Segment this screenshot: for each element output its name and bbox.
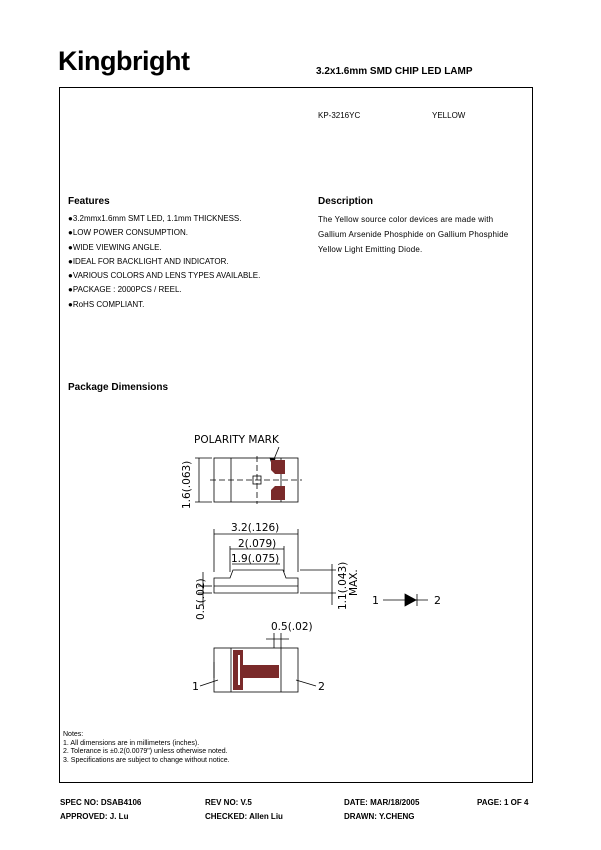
rev-no: REV NO: V.5 [205, 798, 252, 807]
feature-item: ●3.2mmx1.6mm SMT LED, 1.1mm THICKNESS. [68, 214, 242, 223]
checked-by: CHECKED: Allen Liu [205, 812, 283, 821]
date: DATE: MAR/18/2005 [344, 798, 420, 807]
dim-width-label: 1.6(.063) [181, 460, 193, 509]
feature-item: ●IDEAL FOR BACKLIGHT AND INDICATOR. [68, 256, 229, 266]
notes-heading: Notes: [63, 731, 84, 738]
notes [63, 731, 230, 765]
pin-1-label: 1 [192, 680, 199, 693]
polarity-mark [271, 460, 285, 474]
kingbright-logo: Kingbright [58, 46, 190, 76]
description-line: The Yellow source color devices are made with [318, 215, 494, 224]
approved-by: APPROVED: J. Lu [60, 812, 129, 821]
dim-length-label: 3.2(.126) [231, 522, 280, 534]
side-view-body [214, 570, 298, 593]
note-item: 1. All dimensions are in millimeters (inches). [63, 739, 200, 747]
description-line: Gallium Arsenide Phosphide on Gallium Phosphide [318, 230, 509, 240]
feature-item: ●VARIOUS COLORS AND LENS TYPES AVAILABLE. [68, 271, 261, 281]
document-title: 3.2x1.6mm SMD CHIP LED LAMP [316, 66, 473, 77]
dim-05-left-label: 0.5(.02) [195, 578, 207, 620]
symbol-pin-1: 1 [372, 594, 379, 607]
feature-item: ●RoHS COMPLIANT. [68, 299, 145, 309]
symbol-pin-2: 2 [434, 594, 441, 607]
dim-height-label: 1.1(.043) [337, 561, 349, 610]
note-item: 2. Tolerance is ±0.2(0.0079") unless otherwise noted. [63, 748, 228, 755]
features-heading: Features [68, 196, 110, 207]
dim-19-label: 1.9(.075) [231, 553, 280, 565]
package-dimensions-heading: Package Dimensions [68, 382, 169, 393]
drawn-by: DRAWN: Y.CHENG [344, 812, 415, 821]
polarity-mark [271, 486, 285, 500]
diode-symbol-icon [405, 594, 416, 606]
part-color: YELLOW [432, 111, 466, 120]
note-item: 3. Specifications are subject to change without notice. [63, 756, 230, 764]
feature-item: ●LOW POWER CONSUMPTION. [68, 228, 188, 238]
description-heading: Description [318, 196, 374, 207]
feature-item: ●WIDE VIEWING ANGLE. [68, 242, 162, 252]
page-number: PAGE: 1 OF 4 [477, 798, 529, 807]
spec-no: SPEC NO: DSAB4106 [60, 798, 142, 807]
part-number: KP-3216YC [318, 111, 361, 120]
dim-05-bottom-label: 0.5(.02) [271, 621, 313, 633]
description-line: Yellow Light Emitting Diode. [318, 245, 423, 255]
feature-item: ●PACKAGE : 2000PCS / REEL. [68, 285, 182, 295]
dim-2-label: 2(.079) [238, 538, 277, 550]
dim-max-label: MAX. [348, 569, 360, 596]
pin-2-label: 2 [318, 680, 325, 693]
polarity-mark-label: POLARITY MARK [194, 434, 279, 446]
